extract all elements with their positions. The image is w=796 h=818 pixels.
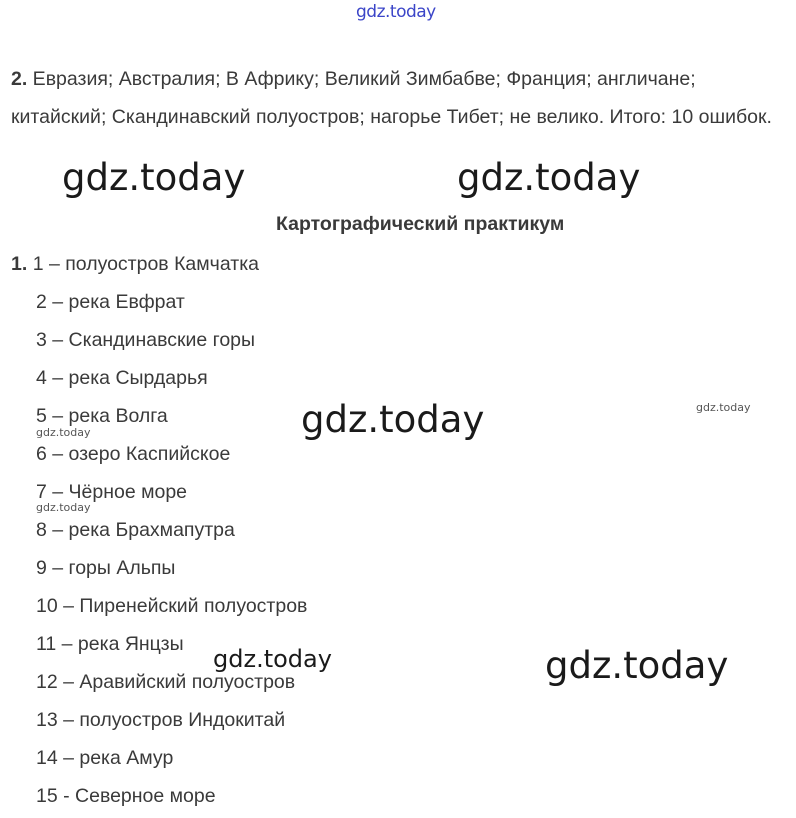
watermark-top: gdz.today — [356, 2, 436, 22]
list-item: 13 – полуостров Индокитай — [36, 709, 286, 731]
list-item: 14 – река Амур — [36, 747, 174, 769]
list-item: 12 – Аравийский полуостров — [36, 671, 296, 693]
watermark-large: gdz.today — [545, 644, 729, 687]
watermark-large: gdz.today — [457, 156, 641, 199]
list-item — [11, 253, 259, 276]
list-item: 8 – река Брахмапутра — [36, 519, 235, 541]
watermark-large: gdz.today — [62, 156, 246, 199]
list-item: 9 – горы Альпы — [36, 557, 176, 579]
answer-paragraph-2 — [11, 60, 791, 136]
list-item: 7 – Чёрное море — [36, 481, 188, 503]
list-item: 6 – озеро Каспийское — [36, 443, 231, 465]
paragraph-text: Евразия; Австралия; В Африку; Великий Зимбабве; Франция; англичане; китайский; Скандинавский полуостров; нагорье Тибет; не велико. Итого: 10 ошибок. — [11, 68, 772, 128]
watermark-small: gdz.today — [36, 501, 91, 514]
list-item: 10 – Пиренейский полуостров — [36, 595, 308, 617]
list-number: 1. — [11, 253, 28, 275]
watermark-small: gdz.today — [696, 401, 751, 414]
list-item-text: 1 – полуостров Камчатка — [32, 253, 259, 275]
list-item: 4 – река Сырдарья — [36, 367, 208, 389]
paragraph-number: 2. — [11, 68, 28, 90]
watermark-medium: gdz.today — [213, 645, 332, 673]
watermark-large: gdz.today — [301, 398, 485, 441]
list-item: 11 – река Янцзы — [36, 633, 184, 655]
list-item: 5 – река Волга — [36, 405, 168, 427]
list-item: 15 - Северное море — [36, 785, 216, 807]
section-heading: Картографический практикум — [276, 213, 565, 235]
list-item: 2 – река Евфрат — [36, 291, 185, 313]
watermark-small: gdz.today — [36, 426, 91, 439]
list-item: 3 – Скандинавские горы — [36, 329, 256, 351]
